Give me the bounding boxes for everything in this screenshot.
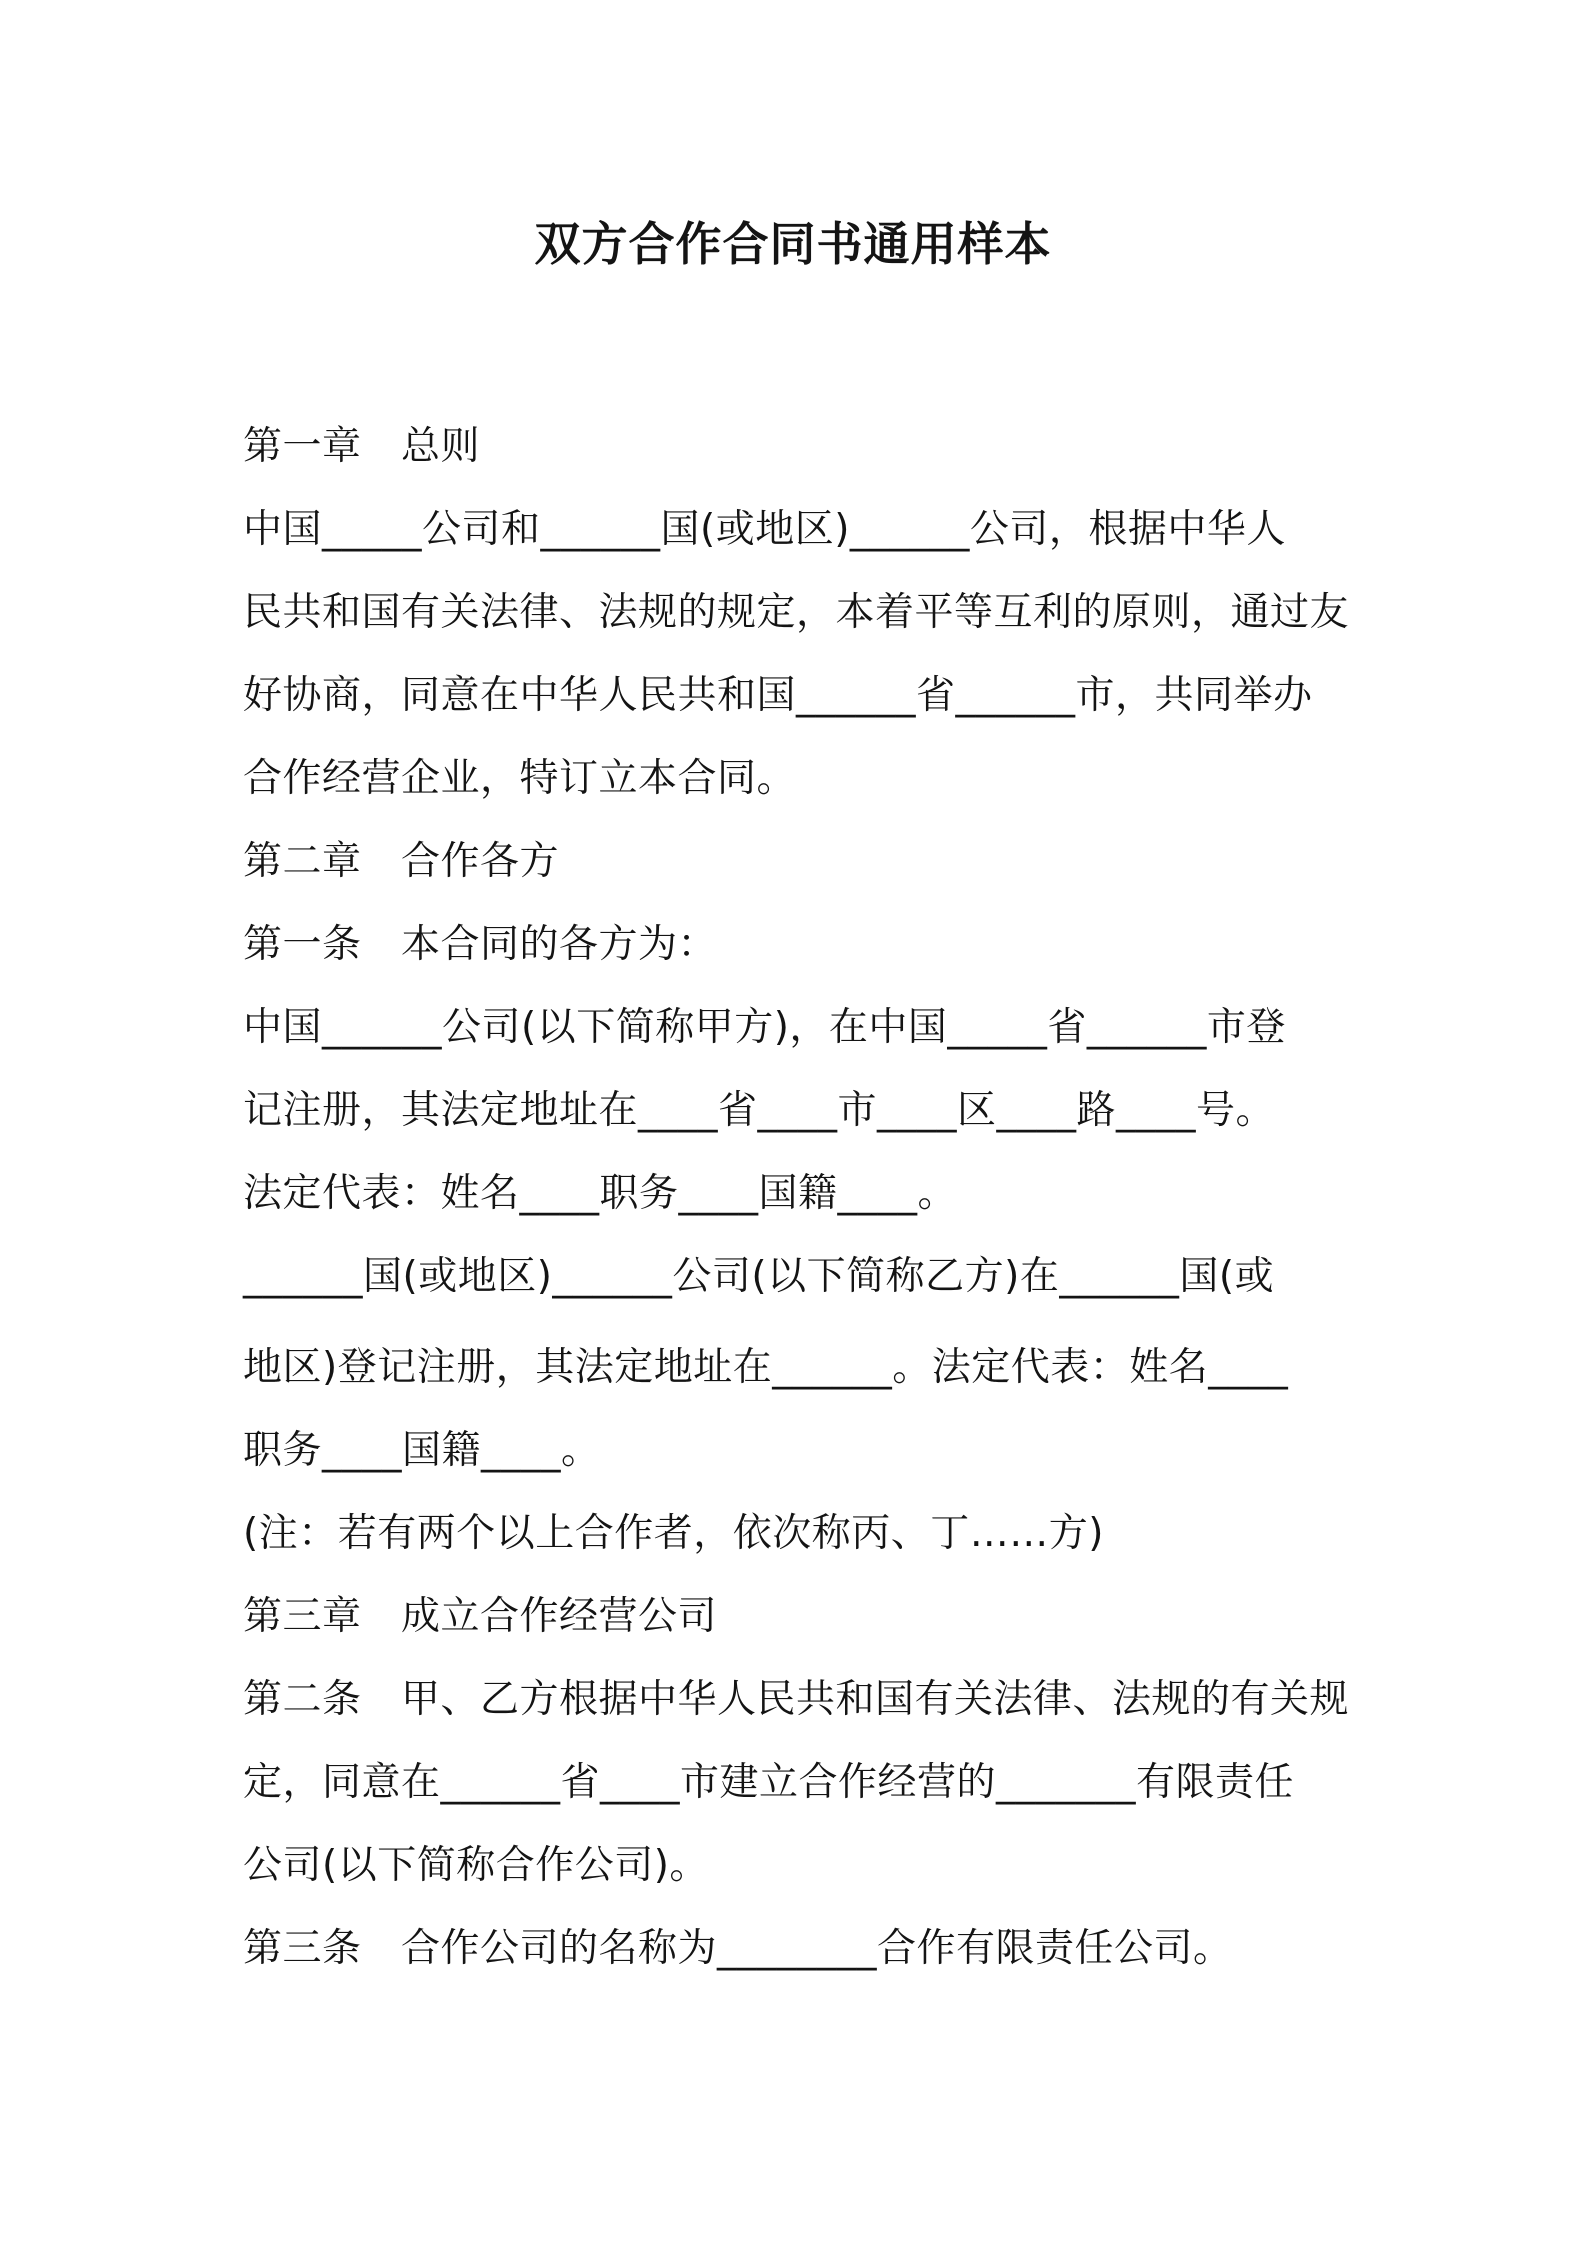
paragraph-line: ______国(或地区)______公司(以下简称乙方)在______国(或 bbox=[243, 1254, 1275, 1299]
paragraph-line: 公司(以下简称合作公司)。 bbox=[243, 1843, 709, 1888]
paragraph-line: 中国_____公司和______国(或地区)______公司，根据中华人 bbox=[243, 507, 1286, 552]
paragraph-line: 职务____国籍____。 bbox=[243, 1428, 601, 1473]
paragraph-line: 好协商，同意在中华人民共和国______省______市，共同举办 bbox=[243, 673, 1313, 718]
paragraph-line: 记注册，其法定地址在____省____市____区____路____号。 bbox=[243, 1088, 1276, 1133]
paragraph-line: 第二条 甲、乙方根据中华人民共和国有关法律、法规的有关规 bbox=[243, 1677, 1350, 1722]
paragraph-line: 第三条 合作公司的名称为________合作有限责任公司。 bbox=[243, 1926, 1233, 1971]
document-title: 双方合作合同书通用样本 bbox=[534, 217, 1052, 271]
paragraph-line: 法定代表：姓名____职务____国籍____。 bbox=[243, 1171, 958, 1216]
paragraph-line: 地区)登记注册，其法定地址在______。法定代表：姓名____ bbox=[243, 1345, 1289, 1390]
chapter-2-heading: 第二章 合作各方 bbox=[243, 839, 560, 884]
paragraph-line: 中国______公司(以下简称甲方)，在中国_____省______市登 bbox=[243, 1005, 1286, 1050]
paragraph-line: 定，同意在______省____市建立合作经营的_______有限责任 bbox=[243, 1760, 1295, 1805]
paragraph-line: 民共和国有关法律、法规的规定，本着平等互利的原则，通过友 bbox=[243, 590, 1350, 635]
note-line: (注：若有两个以上合作者，依次称丙、丁……方) bbox=[243, 1511, 1104, 1556]
article-1-heading: 第一条 本合同的各方为： bbox=[243, 922, 718, 967]
chapter-1-heading: 第一章 总则 bbox=[243, 424, 481, 469]
document-body bbox=[243, 405, 1358, 1990]
paragraph-line: 合作经营企业，特订立本合同。 bbox=[243, 756, 797, 801]
chapter-3-heading: 第三章 成立合作经营公司 bbox=[243, 1594, 718, 1639]
